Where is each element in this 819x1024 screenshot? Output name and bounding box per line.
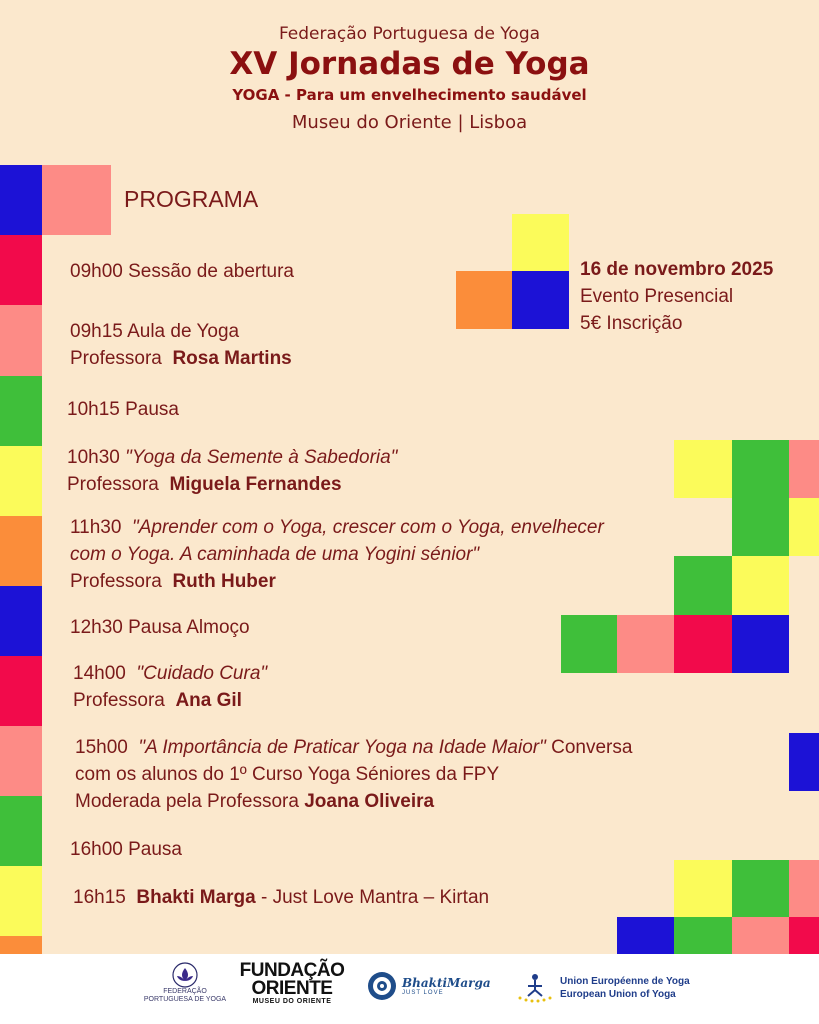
left-square-yellow — [0, 866, 42, 936]
speaker-name: Miguela Fernandes — [169, 474, 342, 495]
speaker-prefix: Professora — [73, 690, 165, 711]
euy-logo — [516, 972, 690, 1004]
right-square-pink — [789, 440, 819, 498]
schedule-item — [70, 258, 294, 285]
schedule-item — [73, 660, 267, 714]
yogi-figure-icon — [516, 972, 554, 1004]
event-fee: 5€ Inscrição — [580, 313, 683, 334]
talk-title: "Aprender com o Yoga, crescer com o Yoga, envelhecer — [132, 517, 604, 538]
schedule-item — [73, 884, 489, 911]
schedule-item — [75, 734, 632, 815]
speaker-name: Rosa Martins — [172, 348, 292, 369]
schedule-time: 12h30 — [70, 617, 123, 638]
left-square-green — [0, 376, 42, 446]
bottom-square-green — [674, 917, 732, 954]
schedule-text: Pausa — [128, 839, 182, 860]
bottom-square-yellow — [674, 860, 732, 917]
schedule-item — [70, 514, 604, 595]
schedule-time: 10h15 — [67, 399, 120, 420]
speaker-prefix: Professora — [70, 571, 162, 592]
schedule-time: 10h30 — [67, 447, 120, 468]
programa-heading: PROGRAMA — [124, 186, 259, 212]
schedule-text: Aula de Yoga — [127, 321, 240, 342]
right-square-green — [732, 498, 789, 556]
schedule-text: - Just Love Mantra – Kirtan — [255, 887, 490, 908]
talk-title: "Yoga da Semente à Sabedoria" — [125, 447, 398, 468]
schedule-time: 14h00 — [73, 663, 126, 684]
speaker-name: Ana Gil — [175, 690, 242, 711]
right-square-yellow — [674, 440, 732, 498]
bottom-square-red — [789, 917, 819, 954]
schedule-text: Pausa — [125, 399, 179, 420]
bm-title: BhaktiMarga — [402, 976, 491, 990]
schedule-item — [67, 444, 397, 498]
fo-line1: FUNDAÇÃO — [239, 960, 345, 981]
event-type: Evento Presencial — [580, 286, 734, 307]
bottom-square-green — [732, 860, 789, 917]
header — [0, 24, 819, 133]
left-square-blue — [0, 586, 42, 656]
right-square-yellow — [732, 556, 789, 615]
schedule-time: 09h00 — [70, 261, 123, 282]
talk-title: "A Importância de Praticar Yoga na Idade Maior" — [138, 737, 546, 758]
right-square-green — [732, 440, 789, 498]
euy-line2: European Union of Yoga — [560, 989, 676, 1000]
fpy-logo — [142, 962, 228, 1004]
talk-title-continued: com o Yoga. A caminhada de uma Yogini sénior" — [70, 544, 480, 565]
euy-line1: Union Européenne de Yoga — [560, 976, 690, 987]
bottom-square-pink — [789, 860, 819, 917]
left-square-orange — [0, 936, 42, 954]
top-square-pink — [42, 165, 111, 235]
speaker-prefix: Professora — [67, 474, 159, 495]
bhakti-marga-logo — [366, 970, 491, 1002]
fundacao-oriente-logo — [239, 960, 345, 1005]
left-square-green — [0, 796, 42, 866]
schedule-item — [70, 318, 292, 372]
left-square-blue — [0, 165, 42, 235]
event-date: 16 de novembro 2025 — [580, 259, 774, 280]
schedule-item — [70, 836, 182, 863]
schedule-time: 15h00 — [75, 737, 128, 758]
left-square-red — [0, 235, 42, 305]
schedule-time: 09h15 — [70, 321, 123, 342]
event-venue: Museu do Oriente | Lisboa — [291, 112, 528, 133]
speaker-name: Joana Oliveira — [304, 791, 435, 812]
right-square-green — [674, 556, 732, 615]
organization-name: Federação Portuguesa de Yoga — [278, 24, 541, 44]
schedule-text: Pausa Almoço — [128, 617, 250, 638]
right-square-pink — [617, 615, 674, 673]
schedule-item — [70, 614, 250, 641]
talk-description: com os alunos do 1º Curso Yoga Séniores da FPY — [75, 764, 500, 785]
bottom-square-pink — [732, 917, 789, 954]
talk-title: "Cuidado Cura" — [136, 663, 268, 684]
schedule-item — [67, 396, 179, 423]
footer-logos — [0, 954, 819, 1024]
date-square-yellow — [512, 214, 569, 271]
mandala-icon — [366, 970, 398, 1002]
bottom-square-blue — [617, 917, 674, 954]
fpy-line2: PORTUGUESA DE YOGA — [143, 996, 227, 1003]
left-square-yellow — [0, 446, 42, 516]
date-square-orange — [456, 271, 512, 329]
left-square-orange — [0, 516, 42, 586]
left-square-pink — [0, 305, 42, 376]
schedule-time: 16h15 — [73, 887, 126, 908]
right-square-red — [674, 615, 732, 673]
performer-name: Bhakti Marga — [136, 887, 256, 908]
left-square-red — [0, 656, 42, 726]
schedule-text: Sessão de abertura — [128, 261, 294, 282]
talk-title-tail: Conversa — [545, 737, 633, 758]
right-square-green — [561, 615, 617, 673]
fo-line2: ORIENTE — [251, 978, 333, 999]
schedule-time: 11h30 — [70, 517, 122, 538]
right-square-yellow — [789, 498, 819, 556]
fpy-line1: FEDERAÇÃO — [163, 988, 207, 995]
schedule-time: 16h00 — [70, 839, 123, 860]
right-square-blue — [732, 615, 789, 673]
speaker-prefix: Professora — [70, 348, 162, 369]
left-square-pink — [0, 726, 42, 796]
event-title: XV Jornadas de Yoga — [229, 46, 590, 82]
bm-sub: JUST LOVE — [402, 990, 444, 996]
right-square-blue — [789, 733, 819, 791]
fo-line3: MUSEU DO ORIENTE — [252, 998, 332, 1005]
speaker-prefix: Moderada pela Professora — [75, 791, 299, 812]
speaker-name: Ruth Huber — [172, 571, 276, 592]
event-info — [580, 256, 773, 337]
event-subtitle: YOGA - Para um envelhecimento saudável — [232, 86, 587, 104]
lotus-icon — [171, 962, 199, 988]
date-square-blue — [512, 271, 569, 329]
